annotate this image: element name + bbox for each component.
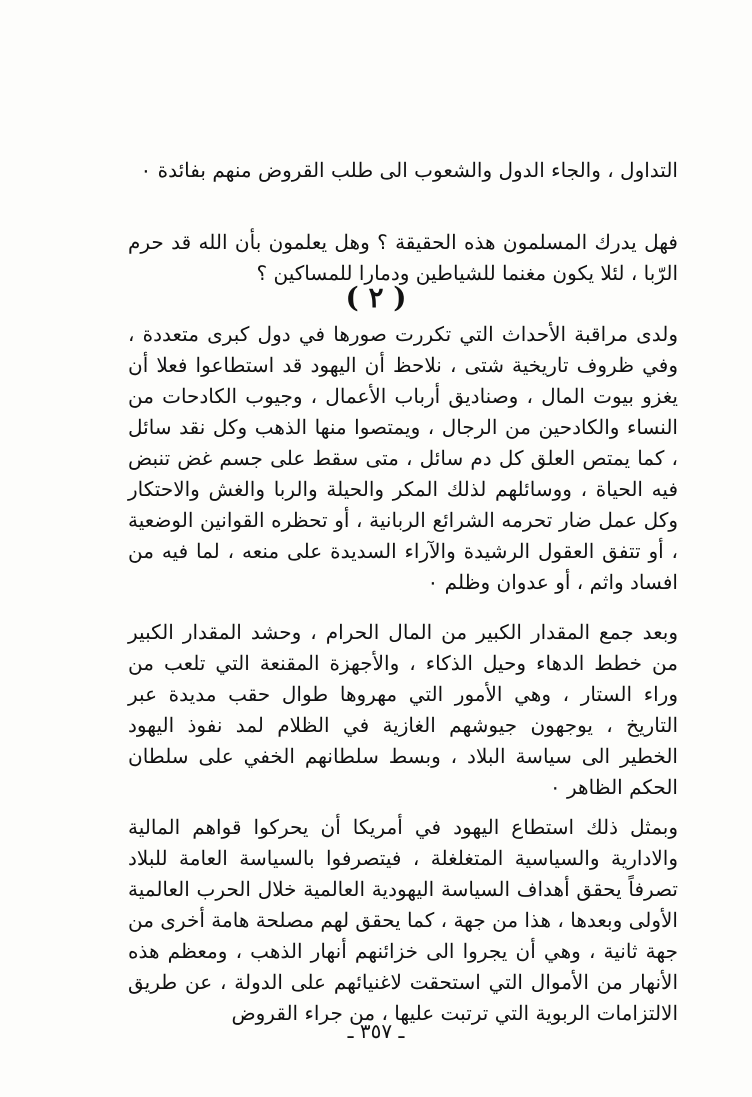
continuation-line: التداول ، والجاء الدول والشعوب الى طلب القروض منهم بفائدة ٠ — [140, 158, 678, 182]
question-text: فهل يدرك المسلمون هذه الحقيقة ؟ وهل يعلمون بأن الله قد حرم الرّبا ، لئلا يكون مغنما للشياطين ودمارا للمساكين ؟ — [128, 230, 678, 285]
paragraph-1-text: ولدى مراقبة الأحداث التي تكررت صورها في دول كبرى متعددة ، وفي ظروف تاريخية شتى ، نلاحظ أن اليهود قد استطاعوا فعلا أن يغزو بيوت المال ، وصناديق أرباب الأعمال ، وجيوب الكادحات من النساء والكادحين من الرجال ، ويمتصوا منها الذهب وكل نقد سائل ، كما يمتص العلق كل دم سائل ، متى سقط على جسم غض تنبض فيه الحياة ، ووسائلهم لذلك المكر والحيلة والربا والغش والاحتكار وكل عمل ضار تحرمه الشرائع الربانية ، أو تحظره القوانين الوضعية ، أو تتفق العقول الرشيدة والآراء السديدة على منعه ، لما فيه من افساد واثم ، أو عدوان وظلم ٠ — [128, 322, 678, 594]
paragraph-2-text: وبعد جمع المقدار الكبير من المال الحرام ، وحشد المقدار الكبير من خطط الدهاء وحيل الذكاء ، والأجهزة المقنعة التي تلعب من وراء الستار ، وهي الأمور التي مهروها طوال حقب مديدة عبر التاريخ ، يوجهون جيوشهم الغازية في الظلام لمد نفوذ اليهود الخطير الى سياسة البلاد ، وبسط سلطانهم الخفي على سلطان الحكم الظاهر ٠ — [128, 620, 678, 799]
paragraph-3 — [128, 812, 678, 1029]
paragraph-1 — [128, 319, 678, 598]
paragraph-2 — [128, 617, 678, 803]
section-number: ( ٢ ) — [345, 281, 407, 314]
paragraph-3-text: وبمثل ذلك استطاع اليهود في أمريكا أن يحركوا قواهم المالية والادارية والسياسية المتغلغلة ، فيتصرفوا بالسياسة العامة للبلاد تصرفاً يحقق أهداف السياسة اليهودية العالمية خلال الحرب العالمية الأولى وبعدها ، هذا من جهة ، كما يحقق لهم مصلحة هامة أخرى من جهة ثانية ، وهي أن يجروا الى خزائنهم أنهار الذهب ، ومعظم هذه الأنهار من الأموال التي استحقت لاغنيائهم على الدولة ، عن طريق الالتزامات الربوية التي ترتبت عليها ، من جراء القروض — [128, 815, 678, 1025]
page-number: ـ ٣٥٧ ـ — [347, 1019, 405, 1043]
continuation-paragraph — [128, 155, 678, 186]
